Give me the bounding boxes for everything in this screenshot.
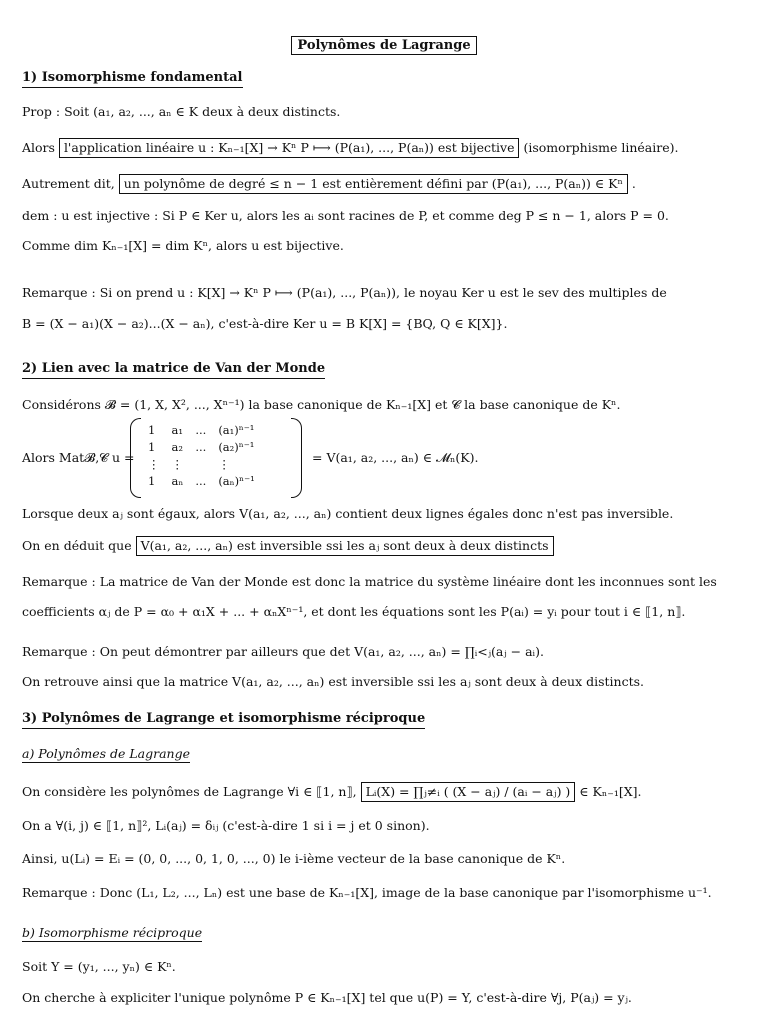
vandermonde-matrix <box>130 418 302 496</box>
matrix-cell: ... <box>195 439 207 454</box>
remarque-4-line: coefficients αⱼ de P = α₀ + α₁X + ... + αₙXⁿ⁻¹, et dont les équations sont les P(aᵢ) = yᵢ pour tout i ∈ ⟦1, n⟧. <box>22 604 686 619</box>
remarque-5-line: Remarque : On peut démontrer par ailleurs que det V(a₁, a₂, ..., aₙ) = ∏ᵢ<ⱼ(aⱼ − aᵢ). <box>22 644 544 659</box>
autrement-line <box>22 174 636 194</box>
remarque-1-line: Remarque : Si on prend u : K[X] → Kⁿ P ⟼ (P(a₁), ..., P(aₙ)), le noyau Ker u est le sev des multiples de <box>22 285 667 300</box>
document-title: Polynômes de Lagrange <box>291 36 476 55</box>
section-3-heading: 3) Polynômes de Lagrange et isomorphisme réciproque <box>22 711 425 729</box>
invertible-statement-box: V(a₁, a₂, ..., aₙ) est inversible ssi les aⱼ sont deux à deux distincts <box>136 536 554 556</box>
alors-prefix: Alors <box>22 140 55 155</box>
soit-line: Soit Y = (y₁, ..., yₙ) ∈ Kⁿ. <box>22 959 176 974</box>
considerons-line: Considérons 𝓑 = (1, X, X², ..., Xⁿ⁻¹) la base canonique de Kₙ₋₁[X] et 𝓒 la base canonique de Kⁿ. <box>22 397 621 412</box>
matrix-cell: 1 <box>148 439 156 454</box>
matrix-left-paren <box>130 418 141 498</box>
deduit-line <box>22 536 554 556</box>
considere-suffix: ∈ Kₙ₋₁[X]. <box>579 784 642 799</box>
matrix-cell: (a₂)ⁿ⁻¹ <box>218 439 255 454</box>
remarque-6-line: Remarque : Donc (L₁, L₂, ..., Lₙ) est une base de Kₙ₋₁[X], image de la base canonique par l'isomorphisme u⁻¹. <box>22 885 712 900</box>
matrix-right-paren <box>291 418 302 498</box>
retrouve-line: On retrouve ainsi que la matrice V(a₁, a₂, ..., aₙ) est inversible ssi les aⱼ sont deux à deux distincts. <box>22 674 645 689</box>
matrix-row <box>142 455 261 472</box>
matrix-cell: ⋮ <box>218 456 230 471</box>
alors-line <box>22 138 678 158</box>
ainsi-line: Ainsi, u(Lᵢ) = Eᵢ = (0, 0, ..., 0, 1, 0, ..., 0) le i-ième vecteur de la base canonique de Kⁿ. <box>22 851 566 866</box>
matrix-cell: ... <box>195 473 207 488</box>
matrix-cell: (a₁)ⁿ⁻¹ <box>218 422 255 437</box>
matrix-label: Alors Mat𝓑,𝓒 u = <box>22 450 135 465</box>
subsection-a-heading: a) Polynômes de Lagrange <box>22 746 191 761</box>
bijective-statement-box: l'application linéaire u : Kₙ₋₁[X] → Kⁿ P ⟼ (P(a₁), ..., P(aₙ)) est bijective <box>59 138 520 158</box>
considere-prefix: On considère les polynômes de Lagrange ∀i ∈ ⟦1, n⟧, <box>22 784 357 799</box>
matrix-cell: ... <box>195 422 207 437</box>
matrix-cell <box>189 455 212 472</box>
dem-line: dem : u est injective : Si P ∈ Ker u, alors les aᵢ sont racines de P, et comme deg P ≤ n − 1, alors P = 0. <box>22 208 669 223</box>
section-1-heading: 1) Isomorphisme fondamental <box>22 70 243 88</box>
remarque-2-line: B = (X − a₁)(X − a₂)...(X − aₙ), c'est-à-dire Ker u = B K[X] = {BQ, Q ∈ K[X]}. <box>22 316 508 331</box>
ona-line: On a ∀(i, j) ∈ ⟦1, n⟧², Lᵢ(aⱼ) = δᵢⱼ (c'est-à-dire 1 si i = j et 0 sinon). <box>22 818 430 833</box>
comme-line: Comme dim Kₙ₋₁[X] = dim Kⁿ, alors u est bijective. <box>22 238 344 253</box>
subsection-b-heading: b) Isomorphisme réciproque <box>22 925 203 940</box>
alors-suffix: (isomorphisme linéaire). <box>523 140 679 155</box>
section-2-heading: 2) Lien avec la matrice de Van der Monde <box>22 361 325 379</box>
matrix-row <box>142 438 261 455</box>
matrix-cell: ⋮ <box>171 456 183 471</box>
matrix-row <box>142 472 261 489</box>
autrement-suffix: . <box>631 176 636 191</box>
matrix-cell: 1 <box>148 473 156 488</box>
matrix-result: = V(a₁, a₂, ..., aₙ) ∈ 𝓜ₙ(K). <box>312 450 479 465</box>
remarque-3-line: Remarque : La matrice de Van der Monde est donc la matrice du système linéaire dont les inconnues sont les <box>22 574 717 589</box>
matrix-cell: ⋮ <box>148 456 160 471</box>
matrix-cell: 1 <box>148 422 156 437</box>
defined-polynomial-box: un polynôme de degré ≤ n − 1 est entièrement défini par (P(a₁), ..., P(aₙ)) ∈ Kⁿ <box>119 174 628 194</box>
matrix-cell: (aₙ)ⁿ⁻¹ <box>218 473 255 488</box>
deduit-prefix: On en déduit que <box>22 538 132 553</box>
matrix-table <box>142 421 261 489</box>
considere-line <box>22 782 642 802</box>
cherche-line: On cherche à expliciter l'unique polynôme P ∈ Kₙ₋₁[X] tel que u(P) = Y, c'est-à-dire ∀j, P(aⱼ) = yⱼ. <box>22 990 632 1005</box>
lagrange-formula-box: Lᵢ(X) = ∏ⱼ≠ᵢ ( (X − aⱼ) / (aᵢ − aⱼ) ) <box>361 782 576 802</box>
document-title-wrap <box>0 36 768 55</box>
matrix-cell: a₁ <box>171 422 183 437</box>
matrix-cell: a₂ <box>171 439 183 454</box>
matrix-cell: aₙ <box>171 473 184 488</box>
autrement-prefix: Autrement dit, <box>22 176 115 191</box>
prop-line: Prop : Soit (a₁, a₂, ..., aₙ ∈ K deux à deux distincts. <box>22 104 341 119</box>
matrix-row <box>142 421 261 438</box>
lorsque-line: Lorsque deux aⱼ sont égaux, alors V(a₁, a₂, ..., aₙ) contient deux lignes égales donc n'est pas inversible. <box>22 506 674 521</box>
